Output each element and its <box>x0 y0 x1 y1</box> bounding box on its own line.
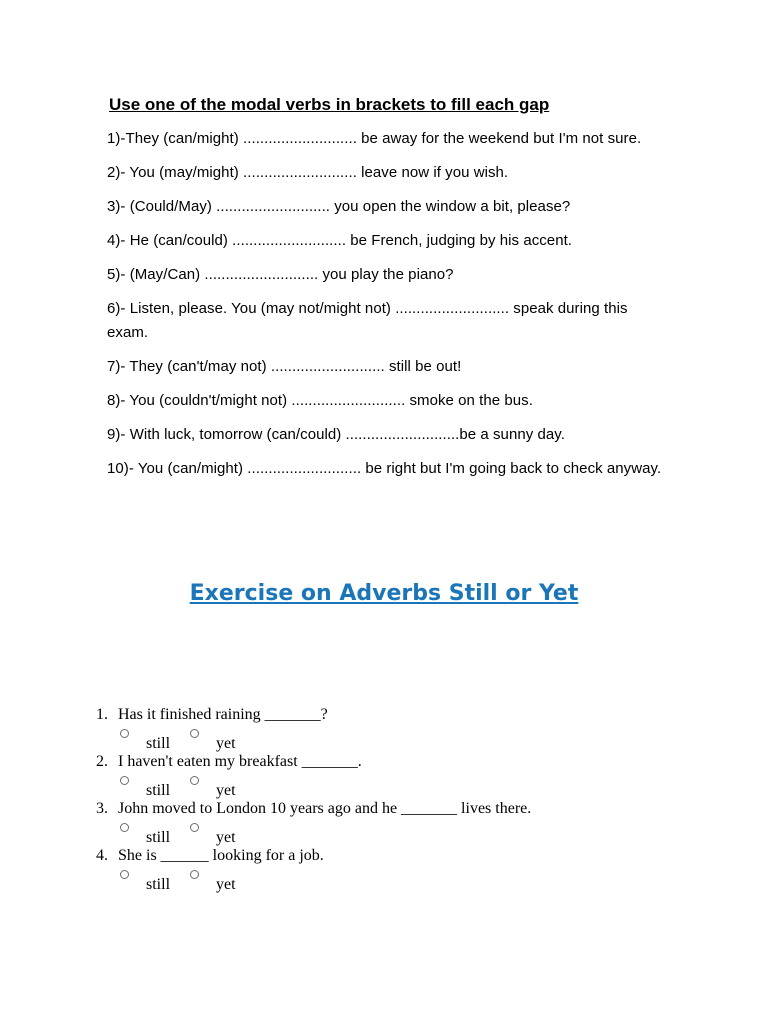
option-still[interactable] <box>120 868 170 896</box>
modal-verbs-item-3: 3)- (Could/May) ........................... you open the window a bit, please? <box>107 198 571 215</box>
question-text: Has it finished raining _______? <box>118 706 328 723</box>
option-label: yet <box>216 735 236 752</box>
quiz-question-2 <box>96 750 696 797</box>
modal-verbs-section <box>107 92 667 491</box>
modal-verbs-item-9: 9)- With luck, tomorrow (can/could) ...........................be a sunny day. <box>107 426 565 443</box>
still-yet-quiz <box>96 703 696 891</box>
modal-verbs-item-2: 2)- You (may/might) ........................... leave now if you wish. <box>107 164 509 181</box>
option-label: yet <box>216 876 236 893</box>
question-number: 2. <box>96 753 108 770</box>
option-label: still <box>146 782 171 799</box>
question-text: She is ______ looking for a job. <box>118 847 324 864</box>
modal-verbs-instructions-heading: Use one of the modal verbs in brackets to fill each gap <box>109 95 550 114</box>
quiz-question-4 <box>96 844 696 891</box>
option-label: yet <box>216 829 236 846</box>
question-text: John moved to London 10 years ago and he _______ lives there. <box>118 800 532 817</box>
answer-options <box>96 868 696 891</box>
modal-verbs-item-8: 8)- You (couldn't/might not) ........................... smoke on the bus. <box>107 392 533 409</box>
option-label: still <box>146 876 171 893</box>
radio-button[interactable] <box>190 776 199 785</box>
option-yet[interactable] <box>190 868 236 896</box>
radio-button[interactable] <box>120 729 129 738</box>
radio-button[interactable] <box>190 823 199 832</box>
modal-verbs-item-10: 10)- You (can/might) ........................... be right but I'm going back to check anyway. <box>107 460 662 477</box>
radio-button[interactable] <box>120 776 129 785</box>
question-number: 4. <box>96 847 108 864</box>
radio-button[interactable] <box>120 870 129 879</box>
modal-verbs-item-5: 5)- (May/Can) ........................... you play the piano? <box>107 266 454 283</box>
option-label: yet <box>216 782 236 799</box>
option-label: still <box>146 735 171 752</box>
question-number: 3. <box>96 800 108 817</box>
modal-verbs-item-6: 6)- Listen, please. You (may not/might not) ........................... speak during this exam. <box>107 300 628 341</box>
modal-verbs-item-1: 1)-They (can/might) ........................... be away for the weekend but I'm not sure. <box>107 130 642 147</box>
modal-verbs-item-4: 4)- He (can/could) ........................... be French, judging by his accent. <box>107 232 573 249</box>
answer-options <box>96 727 696 750</box>
radio-button[interactable] <box>190 729 199 738</box>
option-label: still <box>146 829 171 846</box>
still-yet-exercise-title: Exercise on Adverbs Still or Yet <box>189 581 579 606</box>
question-number: 1. <box>96 706 108 723</box>
question-text: I haven't eaten my breakfast _______. <box>118 753 362 770</box>
radio-button[interactable] <box>120 823 129 832</box>
modal-verbs-item-7: 7)- They (can't/may not) ........................... still be out! <box>107 358 462 375</box>
quiz-question-1 <box>96 703 696 750</box>
answer-options <box>96 774 696 797</box>
answer-options <box>96 821 696 844</box>
radio-button[interactable] <box>190 870 199 879</box>
quiz-question-3 <box>96 797 696 844</box>
